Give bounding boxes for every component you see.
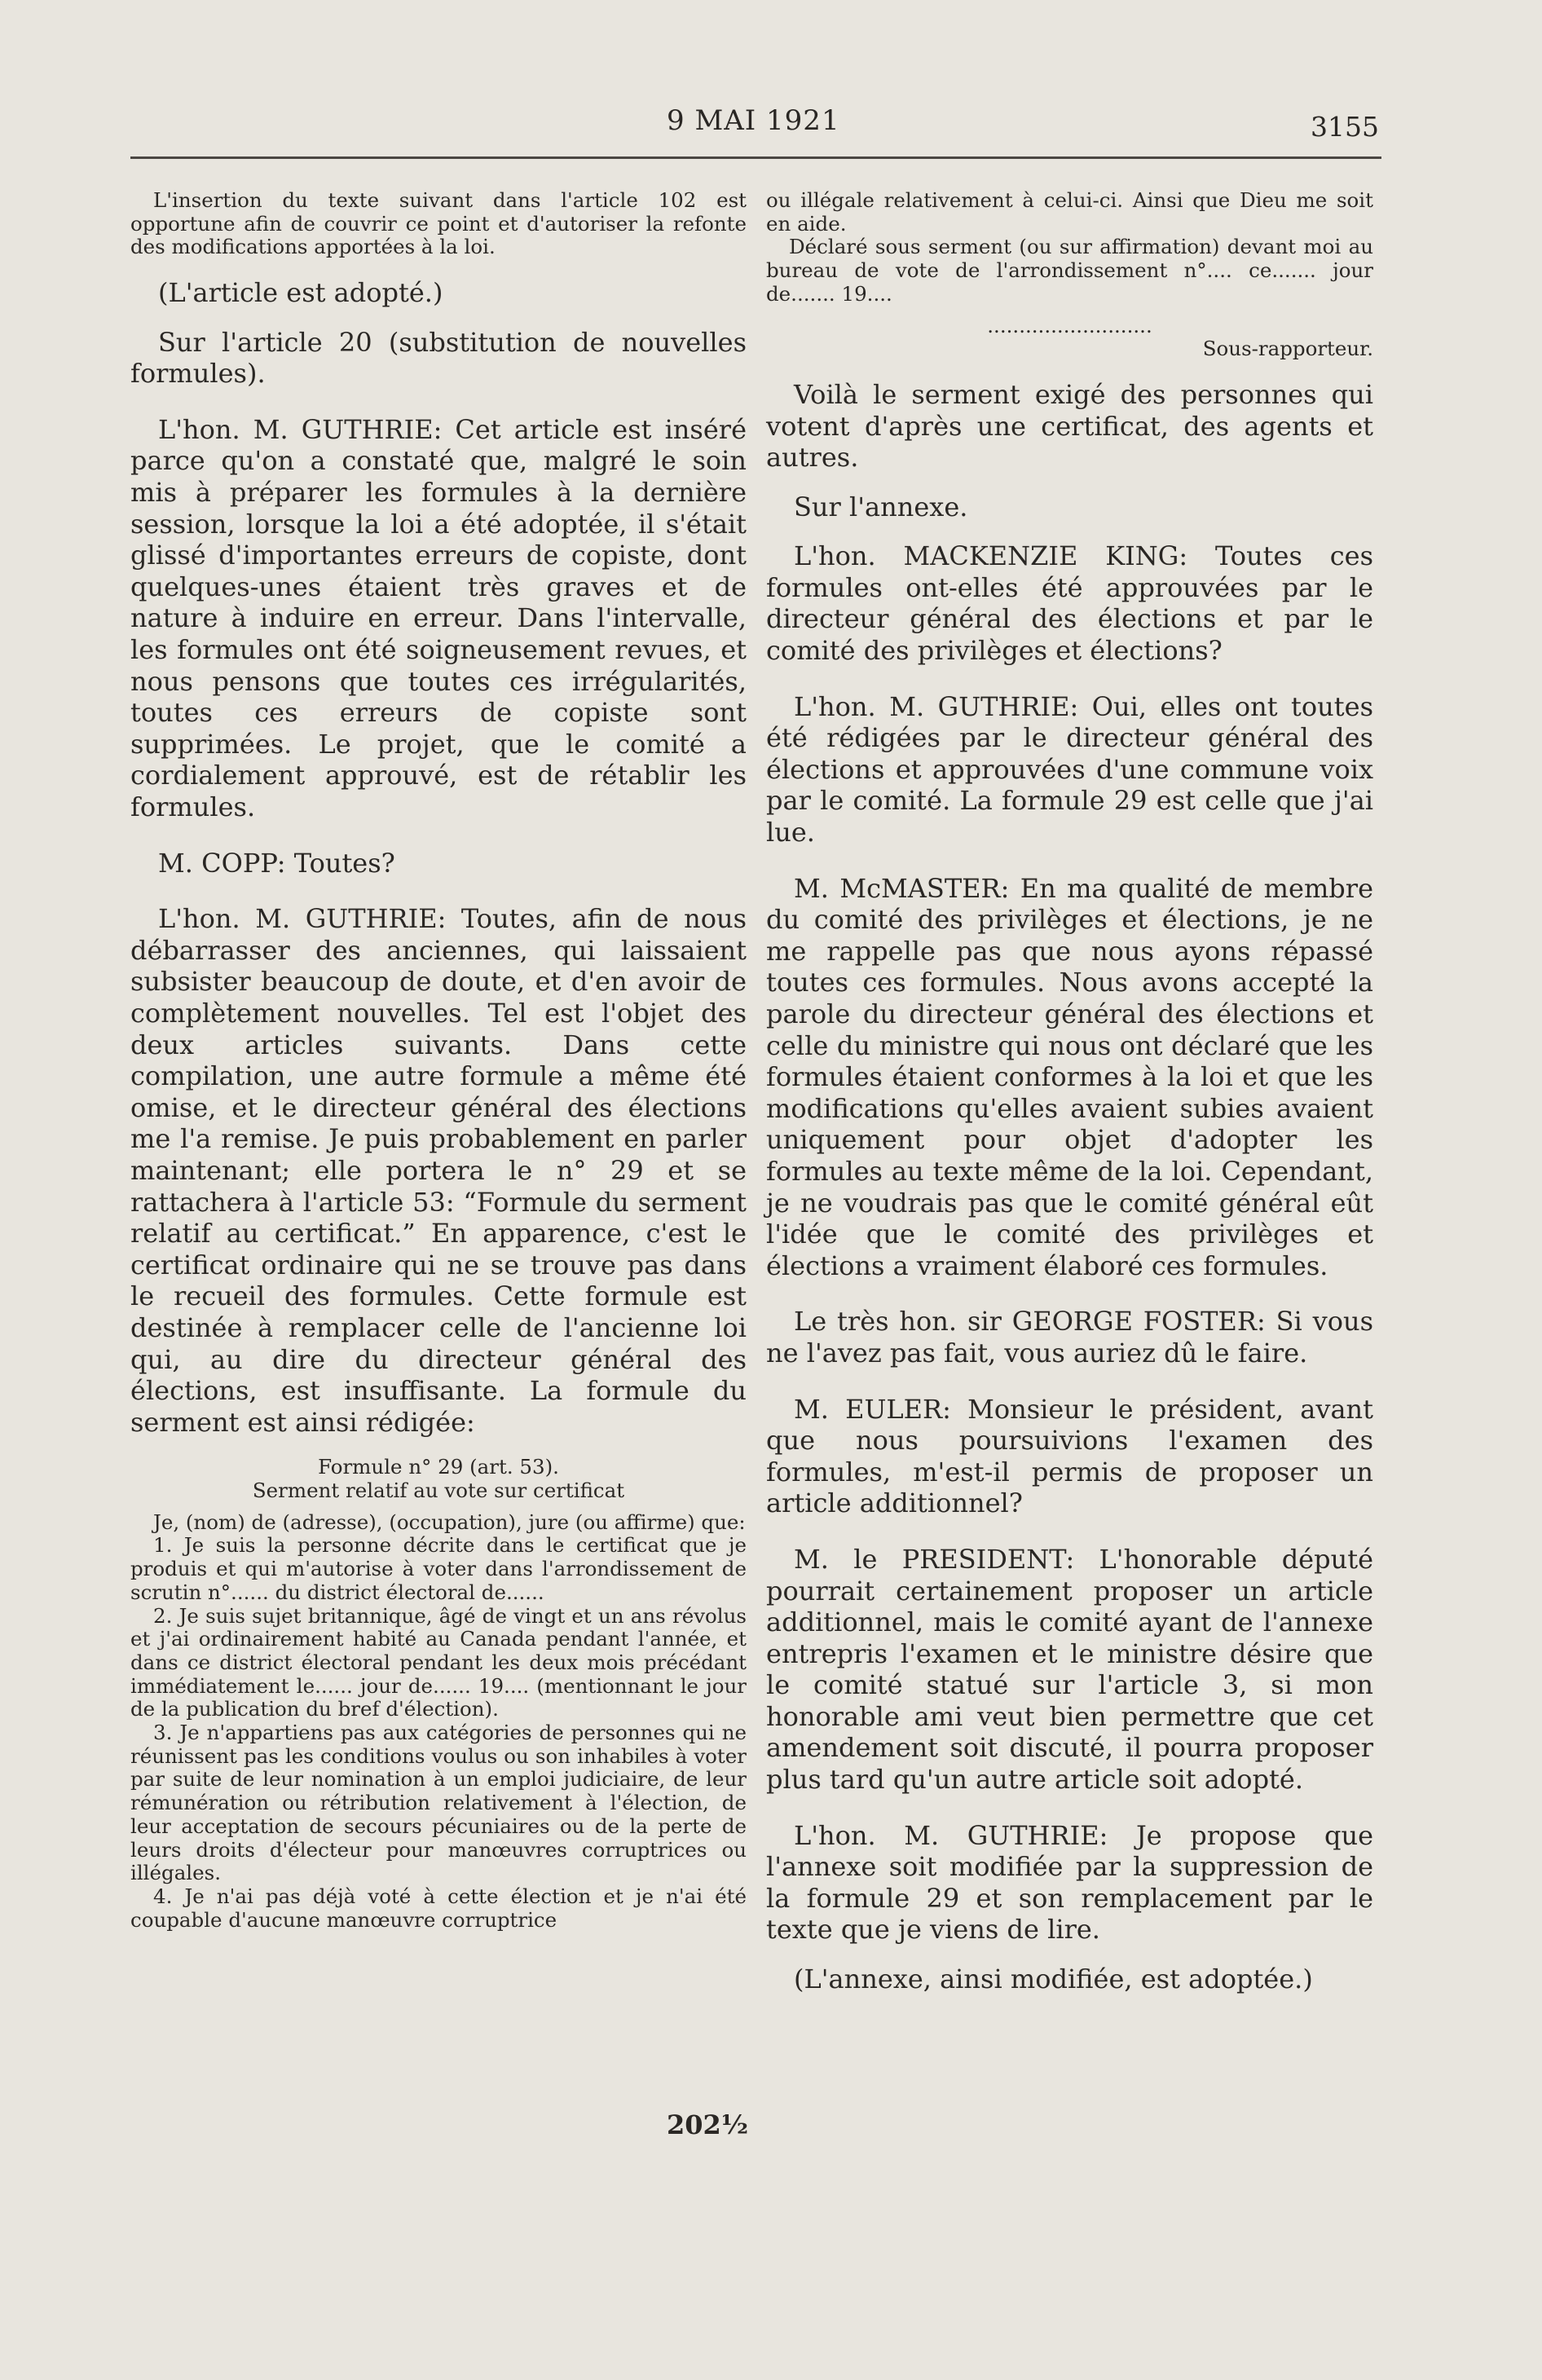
paragraph: M. COPP: Toutes? [158, 847, 395, 879]
paragraph: L'hon. M. GUTHRIE: Je propose que l'annexe soit modifiée par la suppression de la formule 29 et son remplacement par le texte que je viens de lire. [766, 1819, 1373, 1946]
paragraph: L'hon. M. GUTHRIE: Oui, elles ont toutes été rédigées par le directeur général des élections et approuvées d'une commune voix par le comité. La formule 29 est celle que j'ai lue. [766, 690, 1373, 848]
paragraph: L'hon. MACKENZIE KING: Toutes ces formules ont-elles été approuvées par le directeur général des élections et par le comité des privilèges et élections? [766, 540, 1373, 667]
paragraph: Le très hon. sir GEORGE FOSTER: Si vous ne l'avez pas fait, vous auriez dû le faire. [766, 1306, 1373, 1368]
page-number: 3155 [1311, 111, 1379, 143]
paragraph: L'insertion du texte suivant dans l'article 102 est opportune afin de couvrir ce point et d'autoriser la refonte des modifications apportées à la loi. [130, 188, 747, 259]
paragraph: L'hon. M. GUTHRIE: Toutes, afin de nous débarrasser des anciennes, qui laissaient subsister beaucoup de doute, et d'en avoir de complètement nouvelles. Tel est l'objet des deux articles suivants. Dans cette compilation, une autre formule a même été omise, et le directeur général des élections me l'a remise. Je puis probablement en parler maintenant; elle portera le n° 29 et se rattachera à l'article 53: “Formule du serment relatif au certificat.” En apparence, c'est le certificat ordinaire qui ne se trouve pas dans le recueil des formules. Cette formule est destinée à remplacer celle de l'ancienne loi qui, au dire du directeur général des élections, est insuffisante. La formule du serment est ainsi rédigée: [130, 903, 747, 1438]
oath-paragraph: ou illégale relativement à celui-ci. Ainsi que Dieu me soit en aide. [766, 188, 1373, 236]
header-rule [130, 156, 1381, 159]
paragraph: M. le PRESIDENT: L'honorable député pourrait certainement proposer un article additionnel, mais le comité ayant de l'annexe entrepris l'examen et le ministre désire que le comité statué sur l'article 3, si mon honorable ami veut bien permettre que cet amendement soit discuté, il pourra proposer plus tard qu'un autre article soit adopté. [766, 1543, 1373, 1796]
oath-paragraph: 1. Je suis la personne décrite dans le certificat que je produis et qui m'autorise à voter dans l'arrondissement de scrutin n°...... du district électoral de...... [130, 1533, 747, 1604]
folio-signature: 202½ [667, 2109, 749, 2140]
paragraph: (L'article est adopté.) [158, 277, 443, 309]
left-column [130, 189, 747, 1932]
paragraph: M. EULER: Monsieur le président, avant que nous poursuivions l'examen des formules, m'est-il permis de proposer un article additionnel? [766, 1393, 1373, 1519]
paragraph: (L'annexe, ainsi modifiée, est adoptée.) [794, 1964, 1313, 1995]
paragraph: Sur l'annexe. [794, 491, 968, 522]
paragraph: Voilà le serment exigé des personnes qui votent d'après une certificat, des agents et autres. [766, 378, 1373, 474]
oath-paragraph: Déclaré sous serment (ou sur affirmation) devant moi au bureau de vote de l'arrondissement n°.... ce....... jour de....... 19.... [766, 235, 1373, 306]
page-header-date: 9 MAI 1921 [667, 104, 840, 137]
signature-title: Sous-rapporteur. [1202, 337, 1373, 361]
oath-paragraph: 4. Je n'ai pas déjà voté à cette élection et je n'ai été coupable d'aucune manœuvre corruptrice [130, 1884, 747, 1932]
oath-paragraph: 2. Je suis sujet britannique, âgé de vingt et un ans révolus et j'ai ordinairement habité au Canada pendant l'année, et dans ce district électoral pendant les deux mois précédant immédiatement le...... jour de...... 19.... (mentionnant le jour de la publication du bref d'élection). [130, 1603, 747, 1721]
form-title: Formule n° 29 (art. 53). [318, 1455, 559, 1479]
signature-line: .......................... [987, 313, 1152, 337]
right-column [766, 189, 1373, 1995]
paragraph: L'hon. M. GUTHRIE: Cet article est inséré parce qu'on a constaté que, malgré le soin mis à préparer les formules à la dernière session, lorsque la loi a été adoptée, il s'était glissé d'importantes erreurs de copiste, dont quelques-unes étaient très graves et de nature à induire en erreur. Dans l'intervalle, les formules ont été soigneusement revues, et nous pensons que toutes ces irrégularités, toutes ces erreurs de copiste sont supprimées. Le projet, que le comité a cordialement approuvé, est de rétablir les formules. [130, 413, 747, 823]
paragraph: Sur l'article 20 (substitution de nouvelles formules). [130, 326, 747, 390]
form-subtitle: Serment relatif au vote sur certificat [252, 1479, 625, 1502]
oath-paragraph: 3. Je n'appartiens pas aux catégories de personnes qui ne réunissent pas les conditions voulus ou son inhabiles à voter par suite de leur nomination à un emploi judiciaire, de leur rémunération ou rétribution relativement à l'élection, de leur acceptation de secours pécuniaires ou de la perte de leurs droits d'électeur pour manœuvres corruptrices ou illégales. [130, 1721, 747, 1885]
paragraph: M. McMASTER: En ma qualité de membre du comité des privilèges et élections, je ne me rappelle pas que nous ayons répassé toutes ces formules. Nous avons accepté la parole du directeur général des élections et celle du ministre qui nous ont déclaré que les formules étaient conformes à la loi et que les modifications qu'elles avaient subies avaient uniquement pour objet d'adopter les formules au texte même de la loi. Cependant, je ne voudrais pas que le comité général eût l'idée que le comité des privilèges et élections a vraiment élaboré ces formules. [766, 872, 1373, 1281]
oath-paragraph: Je, (nom) de (adresse), (occupation), jure (ou affirme) que: [153, 1510, 746, 1534]
